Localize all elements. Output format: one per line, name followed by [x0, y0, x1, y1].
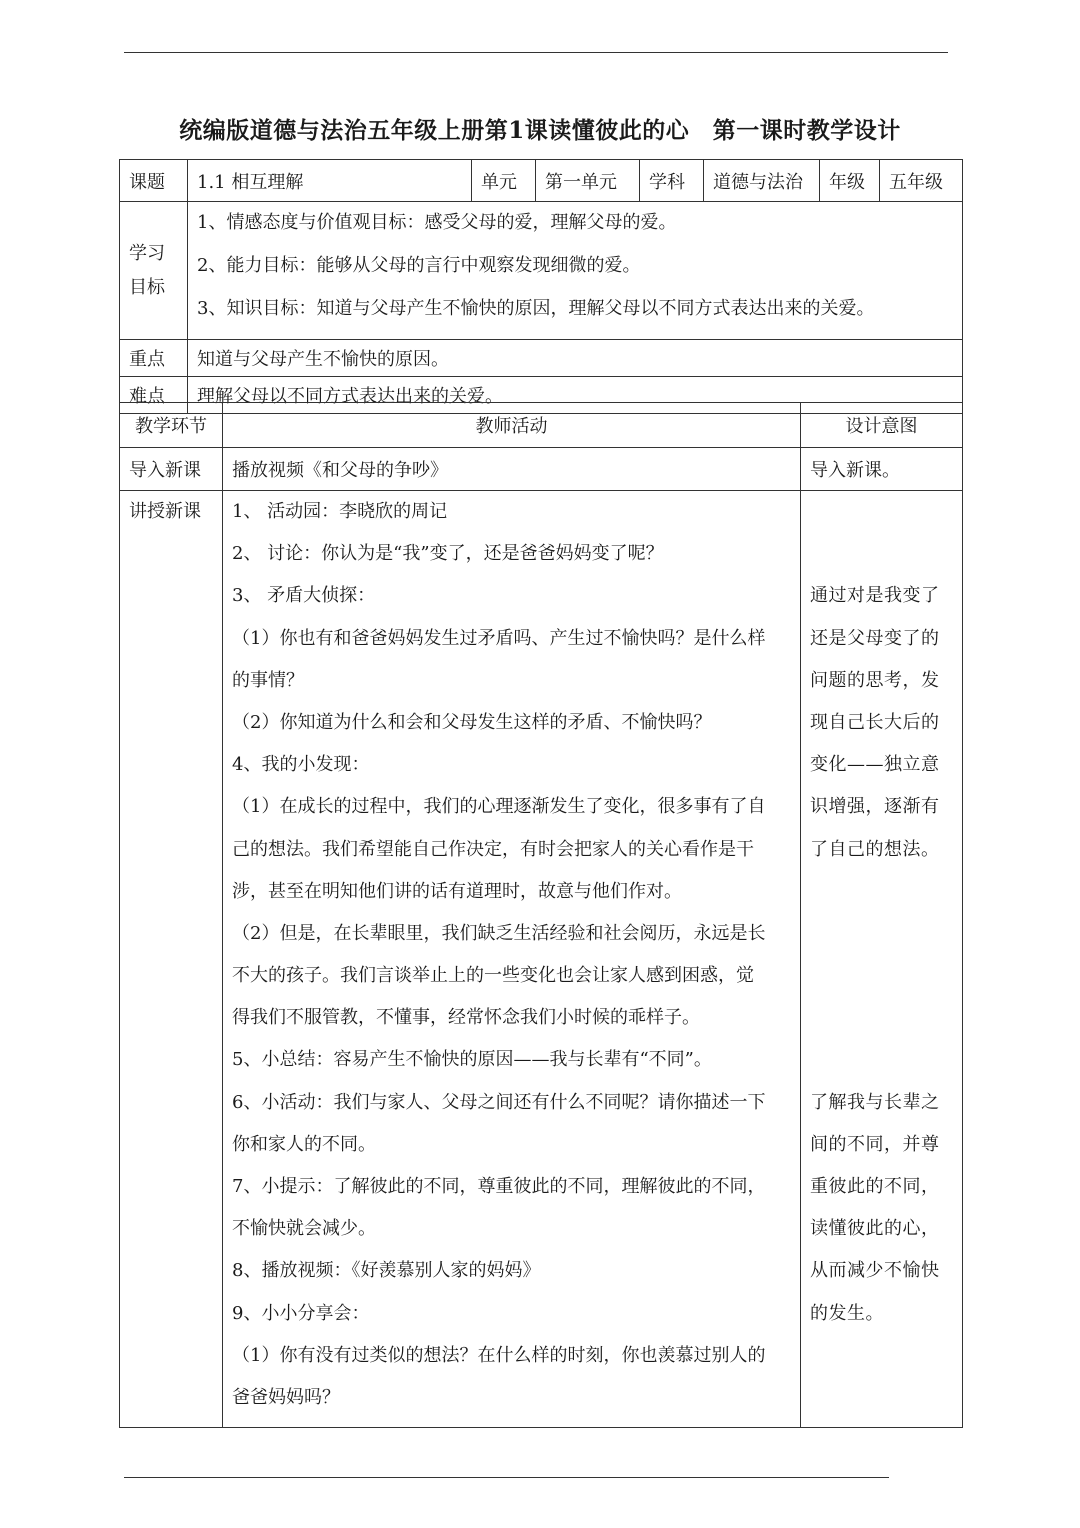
activity-line: 的事情？ — [232, 669, 304, 691]
activity-line: 3、 矛盾大侦探： — [232, 585, 376, 607]
lecture-intent — [801, 491, 963, 1428]
activity-line: 爸爸妈妈吗？ — [232, 1386, 340, 1408]
activity-line: 1、 活动园：李晓欣的周记 — [232, 501, 448, 522]
intro-intent: 导入新课。 — [801, 448, 963, 491]
intent-line: 通过对是我变了 — [810, 585, 940, 607]
activity-line: 6、小活动：我们与家人、父母之间还有什么不同呢？请你描述一下 — [232, 1091, 766, 1113]
goals-content — [188, 202, 963, 340]
topic-label: 课题 — [120, 160, 188, 202]
subject-value: 道德与法治 — [704, 160, 820, 202]
activity-line: 5、小总结：容易产生不愉快的原因——我与长辈有“不同”。 — [232, 1049, 712, 1071]
key-point-label: 重点 — [120, 340, 188, 377]
intent-line: 了解我与长辈之 — [810, 1091, 940, 1113]
stage-header: 教学环节 — [120, 403, 223, 448]
difficulty-value: 理解父母以不同方式表达出来的关爱。 — [188, 377, 963, 414]
lecture-stage-label: 讲授新课 — [129, 501, 201, 522]
goals-label-line1: 学习 — [129, 242, 165, 264]
lecture-row — [120, 491, 963, 1428]
intent-line: 从而减少不愉快 — [810, 1260, 940, 1282]
lecture-stage — [120, 491, 223, 1428]
lesson-info-table — [119, 159, 963, 414]
intro-activity: 播放视频《和父母的争吵》 — [223, 448, 801, 491]
activity-line: （2）但是，在长辈眼里，我们缺乏生活经验和社会阅历，永远是长 — [232, 922, 766, 944]
activity-header: 教师活动 — [223, 403, 801, 448]
goal-item: 2、能力目标：能够从父母的言行中观察发现细微的爱。 — [197, 255, 641, 276]
activity-line: 8、播放视频：《好羡慕别人家的妈妈》 — [232, 1260, 541, 1282]
goals-label-line2: 目标 — [129, 276, 165, 298]
intent-line: 识增强，逐渐有 — [810, 796, 940, 818]
activity-line: 2、 讨论：你认为是“我”变了，还是爸爸妈妈变了呢？ — [232, 543, 664, 565]
intro-stage: 导入新课 — [120, 448, 223, 491]
topic-value: 1.1 相互理解 — [188, 160, 472, 202]
key-point-row — [120, 340, 963, 377]
activity-line: 7、小提示：了解彼此的不同，尊重彼此的不同，理解彼此的不同， — [232, 1176, 766, 1197]
intent-line: 现自己长大后的 — [810, 711, 940, 733]
intent-line: 的发生。 — [810, 1302, 884, 1324]
intent-line: 还是父母变了的 — [810, 627, 940, 649]
header-rule — [124, 52, 948, 53]
goals-row — [120, 202, 963, 340]
grade-label: 年级 — [820, 160, 880, 202]
intro-row — [120, 448, 963, 491]
teaching-process-table — [119, 402, 963, 1428]
goal-item: 3、知识目标：知道与父母产生不愉快的原因，理解父母以不同方式表达出来的关爱。 — [197, 298, 875, 319]
intent-line: 问题的思考，发 — [810, 669, 940, 691]
document-title: 统编版道德与法治五年级上册第1课读懂彼此的心 第一课时教学设计 — [179, 117, 901, 144]
intent-line: 变化——独立意 — [810, 754, 940, 776]
activity-line: 涉，甚至在明知他们讲的话有道理时，故意与他们作对。 — [232, 880, 682, 902]
activity-line: 9、小小分享会： — [232, 1302, 370, 1324]
activity-line: 你和家人的不同。 — [232, 1133, 376, 1155]
activity-line: （1）在成长的过程中，我们的心理逐渐发生了变化，很多事有了自 — [232, 796, 766, 818]
activity-line: 不愉快就会减少。 — [232, 1218, 376, 1240]
info-header-row — [120, 160, 963, 202]
activity-line: （1）你也有和爸爸妈妈发生过矛盾吗、产生过不愉快吗？是什么样 — [232, 627, 766, 649]
intent-line: 了自己的想法。 — [810, 838, 940, 860]
intent-header: 设计意图 — [801, 403, 963, 448]
goal-item: 1、情感态度与价值观目标：感受父母的爱，理解父母的爱。 — [197, 212, 677, 233]
subject-label: 学科 — [640, 160, 704, 202]
difficulty-label: 难点 — [120, 377, 188, 414]
goals-label — [120, 202, 188, 340]
grade-value: 五年级 — [880, 160, 963, 202]
footer-rule — [124, 1477, 889, 1478]
activity-line: 不大的孩子。我们言谈举止上的一些变化也会让家人感到困惑，觉 — [232, 965, 754, 987]
unit-label: 单元 — [472, 160, 536, 202]
activity-line: （1）你有没有过类似的想法？在什么样的时刻，你也羡慕过别人的 — [232, 1344, 766, 1366]
key-point-value: 知道与父母产生不愉快的原因。 — [188, 340, 963, 377]
intent-line: 重彼此的不同， — [810, 1176, 940, 1197]
intent-line: 读懂彼此的心， — [810, 1218, 940, 1240]
unit-value: 第一单元 — [536, 160, 640, 202]
activity-line: 4、我的小发现： — [232, 754, 370, 776]
intent-line: 间的不同，并尊 — [810, 1133, 940, 1155]
activity-line: 得我们不服管教，不懂事，经常怀念我们小时候的乖样子。 — [232, 1007, 700, 1029]
activity-line: （2）你知道为什么和会和父母发生这样的矛盾、不愉快吗？ — [232, 711, 712, 733]
process-header-row — [120, 403, 963, 448]
activity-line: 己的想法。我们希望能自己作决定，有时会把家人的关心看作是干 — [232, 838, 754, 860]
lecture-activity — [223, 491, 801, 1428]
